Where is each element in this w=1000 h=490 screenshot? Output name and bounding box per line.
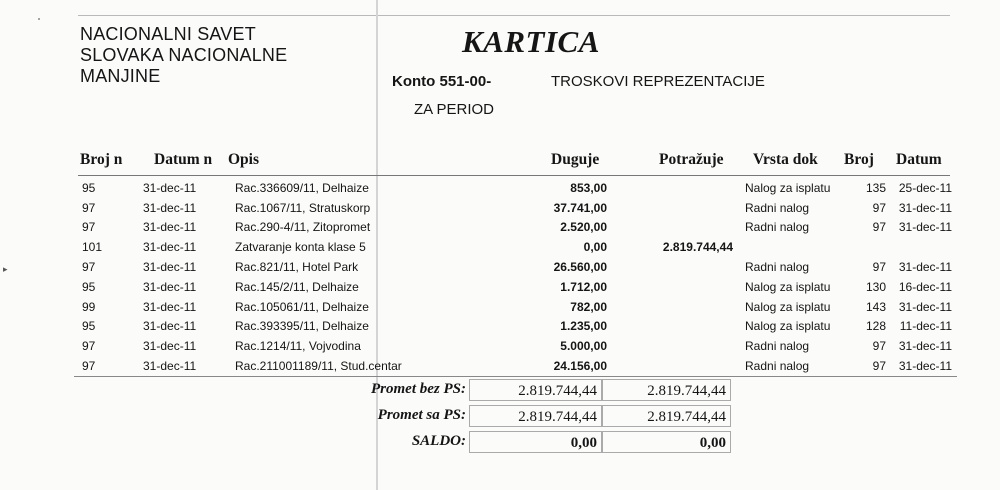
cell-datum: 31-dec-11: [898, 299, 952, 314]
cell-broj-n: 97: [74, 356, 143, 376]
header-divider: [78, 175, 950, 176]
table-row: [74, 317, 957, 337]
cell-datum: 16-dec-11: [898, 279, 952, 294]
cell-broj: 135: [865, 180, 886, 195]
cell-potrazuje: 2.819.744,44: [662, 240, 733, 255]
table-row: [74, 297, 957, 317]
cell-potrazuje: [607, 317, 733, 337]
cell-broj: 128: [865, 319, 886, 334]
table-row: [74, 277, 957, 297]
konto-number: Konto 551-00-: [392, 73, 492, 90]
col-header-broj: Broj: [844, 151, 874, 168]
cell-datum-n: 31-dec-11: [143, 356, 235, 376]
cell-broj-n: 99: [82, 299, 96, 314]
table-row: [74, 257, 957, 277]
table-row: [74, 218, 957, 238]
cell-datum: [886, 237, 957, 257]
col-header-opis: Opis: [228, 151, 260, 168]
cell-potrazuje: [607, 218, 733, 238]
cell-vrsta-dok: Radni nalog: [745, 339, 810, 354]
summary-potrazuje-value: 0,00: [602, 431, 731, 453]
cell-datum: 31-dec-11: [898, 220, 952, 235]
cell-potrazuje: [607, 178, 733, 198]
col-header-duguje: Duguje: [551, 151, 600, 168]
cell-duguje: 0,00: [583, 240, 607, 255]
side-arrow-icon: ▸: [3, 264, 8, 274]
cell-opis: Rac.1214/11, Vojvodina: [235, 339, 361, 354]
cell-broj: 97: [872, 220, 886, 235]
organization-name: [80, 24, 287, 87]
cell-broj: [858, 237, 886, 257]
cell-datum: 11-dec-11: [899, 319, 952, 334]
summary-duguje-value: 0,00: [469, 431, 602, 453]
org-line-2: SLOVAKA NACIONALNE: [80, 45, 288, 65]
cell-potrazuje: [607, 356, 733, 376]
table-row: [74, 237, 957, 257]
cell-datum-n: 31-dec-11: [143, 279, 197, 294]
cell-vrsta-dok: Nalog za isplatu: [745, 299, 831, 314]
col-header-datum: Datum: [896, 151, 942, 168]
cell-duguje: 37.741,00: [553, 200, 607, 215]
cell-potrazuje: [607, 277, 733, 297]
cell-datum-n: 31-dec-11: [143, 260, 197, 275]
cell-datum-n: 31-dec-11: [143, 220, 197, 235]
cell-broj-n: 95: [82, 319, 96, 334]
cell-opis: Zatvaranje konta klase 5: [235, 240, 366, 255]
cell-datum-n: 31-dec-11: [143, 200, 197, 215]
cell-broj: 97: [872, 200, 886, 215]
cell-vrsta-dok: Nalog za isplatu: [745, 319, 831, 334]
cell-duguje: 5.000,00: [560, 339, 607, 354]
cell-datum: 31-dec-11: [898, 200, 952, 215]
cell-datum: 31-dec-11: [886, 356, 957, 376]
table-row: [74, 356, 957, 376]
cell-vrsta-dok: Nalog za isplatu: [745, 279, 831, 294]
cell-opis: Rac.105061/11, Delhaize: [235, 299, 369, 314]
summary-duguje-value: 2.819.744,44: [469, 379, 602, 401]
top-divider: [78, 15, 950, 16]
cell-opis: Rac.211001189/11, Stud.centar: [235, 356, 385, 376]
cell-broj-n: 97: [82, 200, 96, 215]
cell-potrazuje: [607, 198, 733, 218]
table-row: [74, 198, 957, 218]
col-header-potrazuje: Potražuje: [659, 151, 724, 168]
org-line-3: MANJINE: [80, 66, 161, 86]
cell-broj-n: 97: [82, 220, 96, 235]
ledger-table: [74, 178, 957, 377]
cell-datum-n: 31-dec-11: [143, 339, 197, 354]
cell-opis: Rac.145/2/11, Delhaize: [235, 279, 359, 294]
cell-opis: Rac.336609/11, Delhaize: [235, 180, 369, 195]
cell-potrazuje: [607, 257, 733, 277]
cell-broj-n: 95: [82, 279, 96, 294]
cell-datum-n: 31-dec-11: [143, 299, 197, 314]
col-header-broj-n: Broj n: [80, 151, 123, 168]
cell-potrazuje: [607, 297, 733, 317]
cell-broj: 97: [858, 356, 886, 376]
summary-label: SALDO:: [411, 433, 466, 449]
cell-duguje: 853,00: [570, 180, 607, 195]
scan-speck: [38, 18, 40, 20]
cell-vrsta-dok: Radni nalog: [745, 260, 810, 275]
konto-name: TROSKOVI REPREZENTACIJE: [551, 73, 765, 90]
cell-opis: Rac.290-4/11, Zitopromet: [235, 220, 371, 235]
summary-label: Promet sa PS:: [377, 407, 466, 423]
cell-vrsta-dok: Radni nalog: [745, 220, 810, 235]
cell-potrazuje: [607, 336, 733, 356]
cell-datum-n: 31-dec-11: [143, 240, 197, 255]
table-row: [74, 336, 957, 356]
cell-datum-n: 31-dec-11: [143, 180, 197, 195]
cell-datum-n: 31-dec-11: [143, 319, 197, 334]
cell-broj: 97: [872, 260, 886, 275]
summary-potrazuje-value: 2.819.744,44: [602, 405, 731, 427]
cell-broj-n: 97: [82, 339, 96, 354]
cell-vrsta-dok: Nalog za isplatu: [745, 180, 831, 195]
cell-duguje: 2.520,00: [560, 220, 607, 235]
cell-vrsta-dok: Radni nalog: [745, 200, 810, 215]
cell-opis: Rac.393395/11, Delhaize: [235, 319, 369, 334]
cell-broj-n: 95: [82, 180, 96, 195]
cell-vrsta-dok: Radni nalog: [733, 356, 858, 376]
cell-broj: 130: [865, 279, 886, 294]
cell-datum: 31-dec-11: [898, 260, 952, 275]
summary-duguje-value: 2.819.744,44: [469, 405, 602, 427]
cell-broj-n: 101: [82, 240, 103, 255]
col-header-datum-n: Datum n: [154, 151, 213, 168]
org-line-1: NACIONALNI SAVET: [80, 24, 256, 44]
summary-potrazuje-value: 2.819.744,44: [602, 379, 731, 401]
cell-datum: 31-dec-11: [898, 339, 952, 354]
cell-duguje: 1.235,00: [560, 319, 607, 334]
summary-label: Promet bez PS:: [371, 381, 466, 397]
period-label: ZA PERIOD: [414, 101, 495, 118]
cell-duguje: 1.712,00: [560, 279, 607, 294]
cell-vrsta-dok: [733, 237, 858, 257]
cell-opis: Rac.1067/11, Stratuskorp: [235, 200, 371, 215]
table-row: [74, 178, 957, 198]
cell-duguje: 782,00: [570, 299, 607, 314]
cell-broj-n: 97: [82, 260, 96, 275]
cell-datum: 25-dec-11: [898, 180, 952, 195]
cell-opis: Rac.821/11, Hotel Park: [235, 260, 359, 275]
cell-duguje: 26.560,00: [553, 260, 607, 275]
document-title: KARTICA: [462, 24, 600, 59]
cell-duguje: 24.156,00: [385, 356, 607, 376]
cell-broj: 143: [865, 299, 886, 314]
col-header-vrsta-dok: Vrsta dok: [753, 151, 818, 168]
cell-broj: 97: [872, 339, 886, 354]
ledger-rows: [74, 178, 957, 376]
